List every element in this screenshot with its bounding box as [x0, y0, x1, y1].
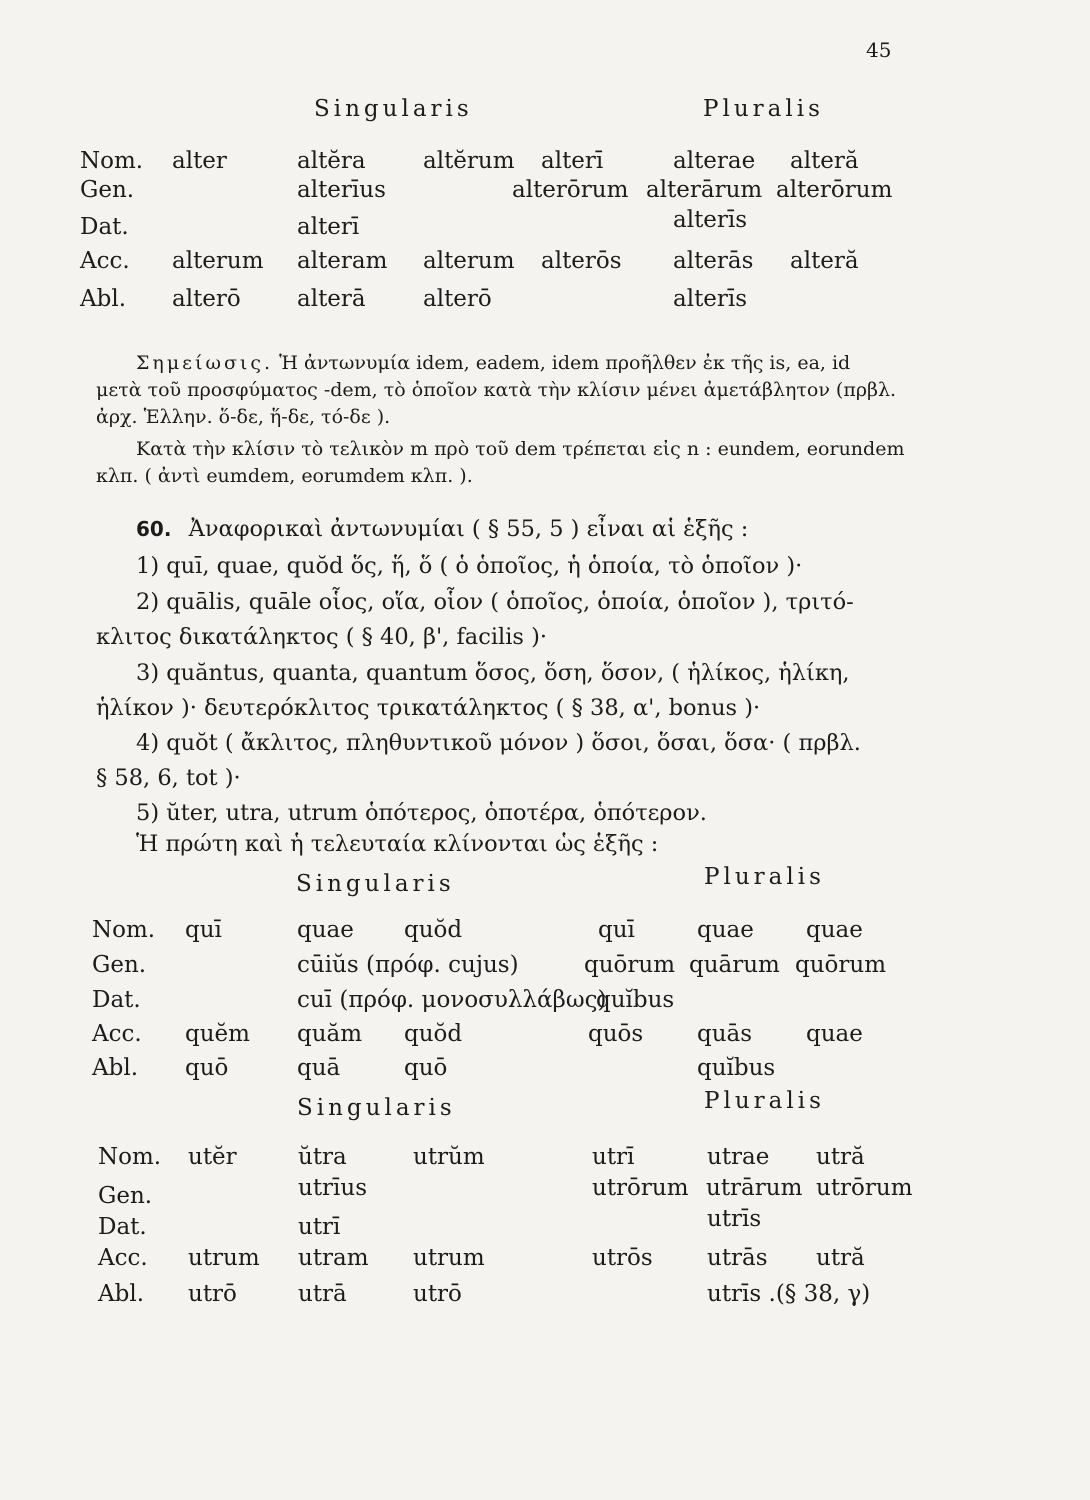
table-row — [0, 1279, 1090, 1309]
table-cell: utrum — [413, 1245, 485, 1271]
plural-header: Pluralis — [704, 1088, 825, 1114]
note-line: ἀρχ. Ἑλλην. ὅ-δε, ἥ-δε, τό-δε ). — [96, 406, 391, 428]
table-row — [0, 1019, 1090, 1049]
table-cell: alterum — [423, 248, 515, 274]
table-cell: quī — [185, 917, 222, 943]
table-row — [0, 146, 1090, 176]
table-cell: quārum — [689, 952, 780, 978]
table-cell: alteram — [297, 248, 388, 274]
case-label: Gen. — [98, 1183, 153, 1209]
table-row — [0, 1142, 1090, 1172]
table-cell: utrōrum — [592, 1175, 689, 1201]
case-label: Nom. — [80, 148, 144, 174]
table-cell: utrās — [707, 1245, 768, 1271]
table-cell: quĕm — [185, 1021, 250, 1047]
table-row — [0, 175, 1090, 205]
note-line: κλπ. ( ἀντὶ eumdem, eorumdem κλπ. ). — [96, 465, 473, 487]
table-cell: alterī — [297, 214, 360, 240]
table-row — [0, 246, 1090, 276]
table-cell: quae — [697, 917, 754, 943]
table-cell: alteră — [790, 148, 859, 174]
list-item: 4) quŏt ( ἄκλιτος, πληθυντικοῦ μόνον ) ὅσοι, ὅσαι, ὅσα· ( πρβλ. — [136, 730, 861, 756]
table-row — [0, 1053, 1090, 1083]
case-label: Nom. — [98, 1144, 162, 1170]
table-cell: utrō — [188, 1281, 237, 1307]
table-row — [0, 915, 1090, 945]
table-cell: alterōs — [541, 248, 622, 274]
table-cell: alterā — [297, 286, 366, 312]
list-item: 3) quăntus, quanta, quantum ὅσος, ὅση, ὅσον, ( ἡλίκος, ἡλίκη, — [136, 660, 850, 686]
case-label: Dat. — [98, 1214, 147, 1240]
table-row — [0, 950, 1090, 980]
table-cell: quōs — [588, 1021, 644, 1047]
table-cell: alterārum — [646, 177, 763, 203]
table-cell: alterum — [172, 248, 264, 274]
table-cell: quī — [598, 917, 635, 943]
case-label: Acc. — [80, 248, 130, 274]
case-label: Abl. — [80, 286, 126, 312]
section-heading — [136, 515, 956, 543]
table-cell: quae — [297, 917, 354, 943]
table-cell: alterīs — [673, 286, 748, 312]
table-cell: alter — [172, 148, 227, 174]
note-label: Σημείωσις. — [136, 352, 274, 374]
table-cell: altĕra — [297, 148, 366, 174]
table-row — [0, 284, 1090, 314]
table-cell: quōrum — [584, 952, 676, 978]
note-line: μετὰ τοῦ προσφύματος -dem, τὸ ὁποῖον κατὰ τὴν κλίσιν μένει ἀμετάβλητον (πρβλ. — [96, 379, 897, 401]
table-cell: utrōrum — [816, 1175, 913, 1201]
case-label: Abl. — [98, 1281, 144, 1307]
table-cell: alterō — [423, 286, 492, 312]
table-row — [0, 1206, 1090, 1242]
table-cell: quŏd — [404, 1021, 463, 1047]
table-cell: quās — [697, 1021, 753, 1047]
table-cell: utrīs .(§ 38, γ) — [707, 1281, 871, 1307]
table-cell: utram — [298, 1245, 369, 1271]
table-cell: alterīus — [297, 177, 386, 203]
table-cell: quae — [806, 917, 863, 943]
table-cell: utrīus — [298, 1175, 368, 1201]
table-row — [0, 1173, 1090, 1209]
table-cell: altĕrum — [423, 148, 515, 174]
table-cell: utră — [816, 1245, 865, 1271]
table-cell: utrōs — [592, 1245, 653, 1271]
table-row — [0, 1243, 1090, 1273]
table-cell: utĕr — [188, 1144, 237, 1170]
list-item: 1) quī, quae, quŏd ὅς, ἥ, ὅ ( ὁ ὁποῖος, ἡ ὁποία, τὸ ὁποῖον )· — [136, 553, 803, 579]
case-label: Abl. — [92, 1055, 138, 1081]
list-item: 2) quālis, quāle οἷος, οἵα, οἷον ( ὁποῖος, ὁποία, ὁποῖον ), τριτό- — [136, 589, 854, 615]
singular-header: Singularis — [314, 96, 473, 122]
table-cell: utrā — [298, 1281, 347, 1307]
table-cell: utrŭm — [413, 1144, 485, 1170]
list-item-continuation: § 58, 6, tot )· — [96, 765, 241, 791]
table-cell: utrō — [413, 1281, 462, 1307]
table-cell: alterī — [541, 148, 604, 174]
page-number: 45 — [866, 38, 892, 62]
table-row — [0, 207, 1090, 242]
case-label: Nom. — [92, 917, 156, 943]
section-title: Ἀναφορικαὶ ἀντωνυμίαι ( § 55, 5 ) εἶναι αἱ ἑξῆς : — [188, 516, 749, 542]
table-cell: utrī — [298, 1214, 341, 1240]
table-cell: quō — [404, 1055, 448, 1081]
table-cell: alterae — [673, 148, 756, 174]
case-label: Dat. — [92, 987, 141, 1013]
table-cell: utrum — [188, 1245, 260, 1271]
section-closing: Ἡ πρώτη καὶ ἡ τελευταία κλίνονται ὡς ἑξῆς : — [136, 831, 659, 857]
table-cell: quăm — [297, 1021, 363, 1047]
table-cell: quae — [806, 1021, 863, 1047]
table-cell: cūiŭs (πρόφ. cujus) — [297, 952, 519, 978]
plural-header: Pluralis — [703, 96, 824, 122]
table-cell: alterīs — [673, 207, 748, 233]
case-label: Gen. — [80, 177, 135, 203]
table-cell: quĭbus — [697, 1055, 776, 1081]
case-label: Acc. — [92, 1021, 142, 1047]
table-cell: cuī (πρόφ. μονοσυλλάβως) — [297, 987, 607, 1013]
table-cell: quā — [297, 1055, 341, 1081]
table-cell: alterōrum — [776, 177, 893, 203]
list-item-continuation: κλιτος δικατάληκτος ( § 40, β', facilis )· — [96, 624, 548, 650]
list-item-continuation: ἡλίκον )· δευτερόκλιτος τρικατάληκτος ( § 38, α', bonus )· — [96, 695, 761, 721]
table-cell: quĭbus — [596, 987, 675, 1013]
table-cell: utră — [816, 1144, 865, 1170]
table-cell: utrīs — [707, 1206, 762, 1232]
table-cell: ŭtra — [298, 1144, 347, 1170]
singular-header: Singularis — [297, 1095, 456, 1121]
table-cell: utrae — [707, 1144, 770, 1170]
section-number: 60. — [136, 517, 172, 541]
case-label: Acc. — [98, 1245, 148, 1271]
table-cell: quōrum — [795, 952, 887, 978]
table-cell: utrārum — [706, 1175, 803, 1201]
table-cell: alterōrum — [512, 177, 629, 203]
table-row — [0, 985, 1090, 1015]
table-cell: utrī — [592, 1144, 635, 1170]
case-label: Dat. — [80, 214, 129, 240]
note-text: Ἡ ἀντωνυμία idem, eadem, idem προῆλθεν ἐκ τῆς is, ea, id — [279, 352, 851, 374]
table-cell: alterō — [172, 286, 241, 312]
note-line — [136, 349, 956, 377]
case-label: Gen. — [92, 952, 147, 978]
list-item: 5) ŭter, utra, utrum ὁπότερος, ὁποτέρα, ὁπότερον. — [136, 800, 707, 826]
note-line: Κατὰ τὴν κλίσιν τὸ τελικὸν m πρὸ τοῦ dem τρέπεται εἰς n : eundem, eorundem — [136, 438, 905, 460]
plural-header: Pluralis — [704, 864, 825, 890]
table-cell: quŏd — [404, 917, 463, 943]
singular-header: Singularis — [296, 871, 455, 897]
table-cell: alteră — [790, 248, 859, 274]
table-cell: alterās — [673, 248, 754, 274]
table-cell: quō — [185, 1055, 229, 1081]
